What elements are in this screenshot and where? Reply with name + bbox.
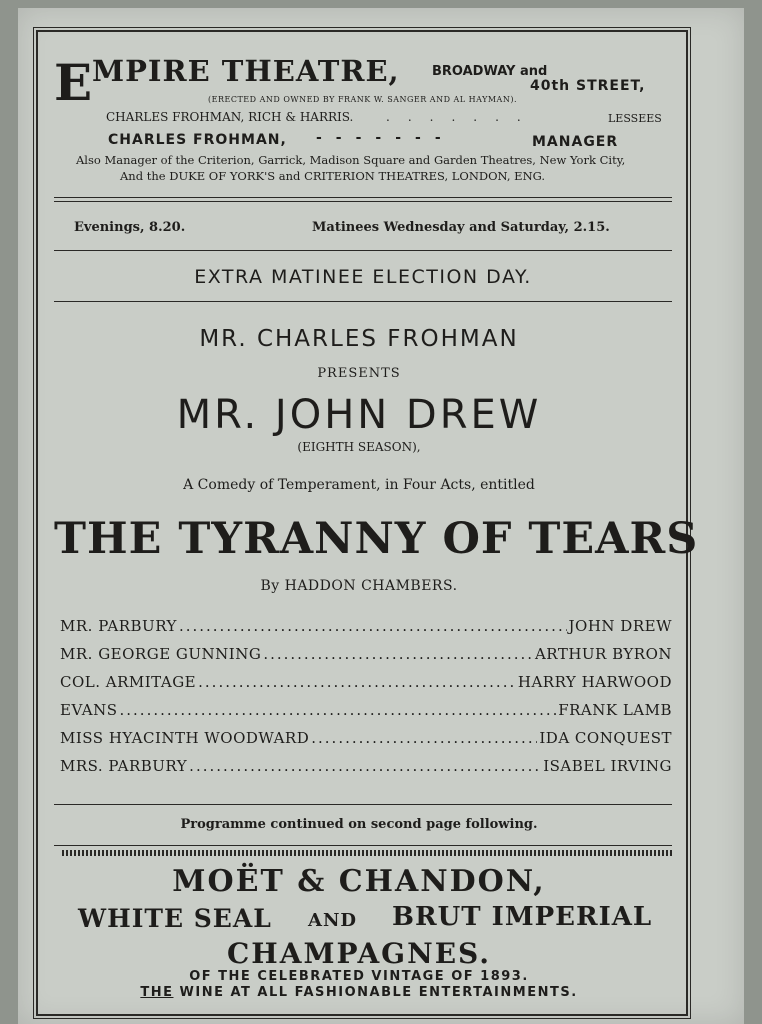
lessees-label: LESSEES xyxy=(608,112,662,125)
cast-rule xyxy=(54,804,672,805)
manager-leader: ------- xyxy=(316,130,455,146)
presenter: MR. CHARLES FROHMAN xyxy=(199,326,519,352)
dot-leader xyxy=(189,757,541,775)
also-manager: Also Manager of the Criterion, Garrick, Madison Square and Garden Theatres, New York City, xyxy=(76,153,626,167)
role-name: EVANS xyxy=(60,701,118,719)
advert-vintage: OF THE CELEBRATED VINTAGE OF 1893. xyxy=(189,969,529,984)
manager-name: CHARLES FROHMAN, xyxy=(108,132,287,148)
role-name: MR. GEORGE GUNNING xyxy=(60,645,262,663)
location-line1: BROADWAY and xyxy=(432,64,548,79)
matinees-time: Matinees Wednesday and Saturday, 2.15. xyxy=(312,220,610,235)
advert-fashionable xyxy=(50,985,668,1000)
author: By HADDON CHAMBERS. xyxy=(260,578,458,594)
actor-name: FRANK LAMB xyxy=(558,701,672,719)
advert-the: THE xyxy=(140,985,174,1000)
presents-label: PRESENTS xyxy=(317,366,401,381)
lessees-leader: ....... xyxy=(386,110,539,124)
cast-row xyxy=(60,701,672,723)
actor-name: HARRY HARWOOD xyxy=(517,673,672,691)
cast-row xyxy=(60,617,672,639)
actor-name: ISABEL IRVING xyxy=(543,757,672,775)
advert-champagnes: CHAMPAGNES. xyxy=(226,937,492,970)
dot-leader xyxy=(263,645,533,663)
dot-leader xyxy=(120,701,557,719)
cast-row xyxy=(60,673,672,695)
cast-row xyxy=(60,645,672,667)
erected-note: (ERECTED AND OWNED BY FRANK W. SANGER AND AL HAYMAN). xyxy=(208,95,517,104)
actor-name: JOHN DREW xyxy=(568,617,672,635)
star-name: MR. JOHN DREW xyxy=(176,392,542,438)
actor-name: IDA CONQUEST xyxy=(539,729,672,747)
advert-white-seal: WHITE SEAL xyxy=(78,904,272,933)
role-name: COL. ARMITAGE xyxy=(60,673,197,691)
manager-label: MANAGER xyxy=(532,134,619,150)
dot-leader xyxy=(198,673,516,691)
dot-leader xyxy=(179,617,567,635)
advert-dotted-rule xyxy=(62,850,672,856)
location-line2: 40th STREET, xyxy=(530,78,646,94)
evenings-time: Evenings, 8.20. xyxy=(74,220,186,235)
header-rule xyxy=(54,197,672,202)
advert-top-rule xyxy=(54,845,672,846)
matinee-rule xyxy=(54,301,672,302)
season: (EIGHTH SEASON), xyxy=(297,440,421,454)
advert-and: AND xyxy=(308,910,358,931)
advert-brand: MOËT & CHANDON, xyxy=(172,864,546,899)
play-title: THE TYRANNY OF TEARS xyxy=(54,514,699,564)
advert-wine-line: WINE AT ALL FASHIONABLE ENTERTAINMENTS. xyxy=(179,985,578,1000)
play-description: A Comedy of Temperament, in Four Acts, entitled xyxy=(183,477,535,493)
dot-leader xyxy=(311,729,537,747)
actor-name: ARTHUR BYRON xyxy=(534,645,672,663)
extra-matinee: EXTRA MATINEE ELECTION DAY. xyxy=(194,266,532,288)
cast-row xyxy=(60,729,672,751)
lessees-names: CHARLES FROHMAN, RICH & HARRIS. xyxy=(106,110,354,124)
role-name: MR. PARBURY xyxy=(60,617,177,635)
london-theatres: And the DUKE OF YORK'S and CRITERION THEATRES, LONDON, ENG. xyxy=(120,169,546,183)
advert-brut-imperial: BRUT IMPERIAL xyxy=(392,902,653,932)
times-rule xyxy=(54,250,672,251)
continued-note: Programme continued on second page following. xyxy=(180,817,538,832)
role-name: MRS. PARBURY xyxy=(60,757,188,775)
theatre-initial: E xyxy=(54,53,93,112)
role-name: MISS HYACINTH WOODWARD xyxy=(60,729,310,747)
theatre-name: MPIRE THEATRE, xyxy=(92,54,400,88)
cast-row xyxy=(60,757,672,779)
